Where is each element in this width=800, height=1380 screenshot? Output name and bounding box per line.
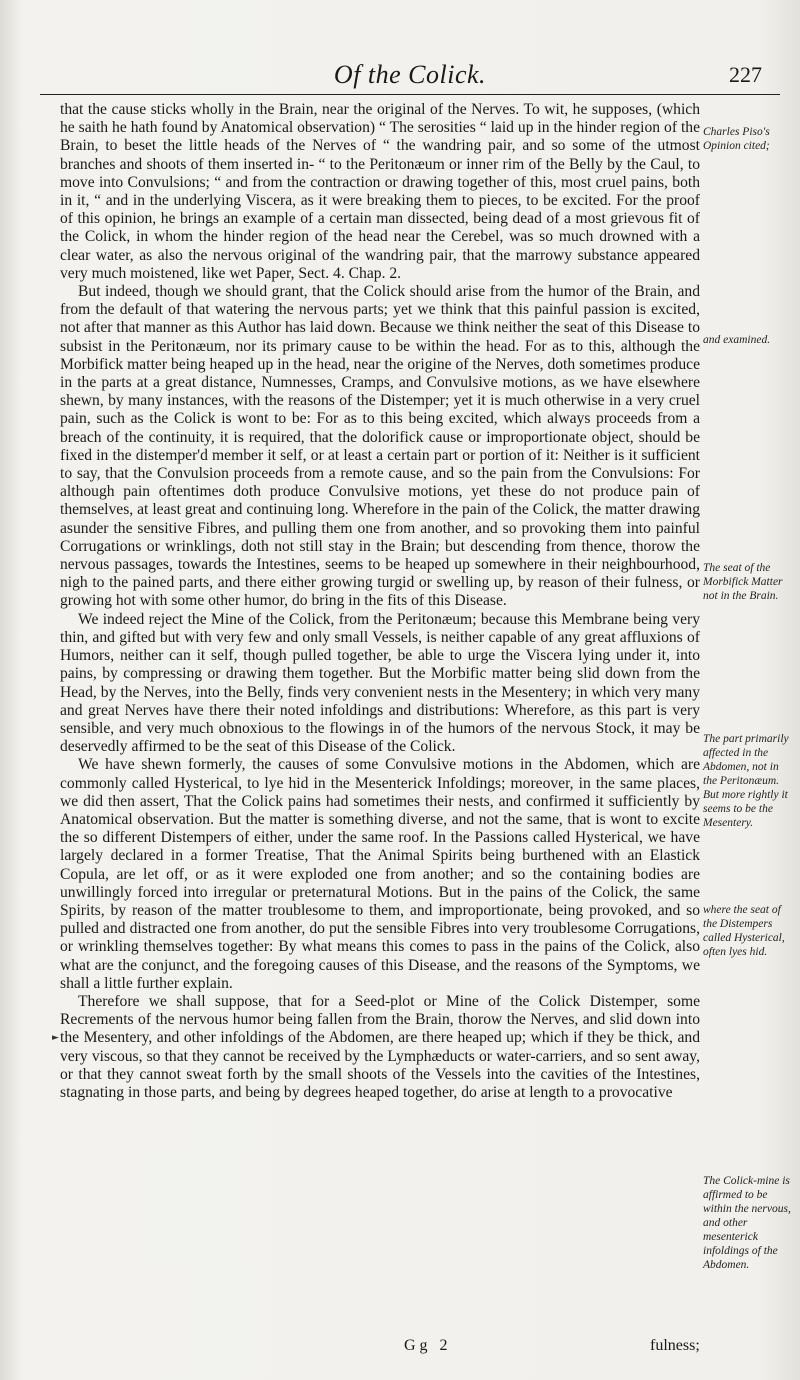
margin-note-examined: and examined. [703, 334, 771, 346]
page-number: 227 [729, 62, 762, 87]
catchword: fulness; [650, 1337, 700, 1354]
paragraph-4: We have shewn formerly, the causes of some Convulsive motions in the Abdomen, which are commonly called Hysterical, to lye hid in the Mesenterick Infoldings; moreover, in the same places, we did then assert, That the Colick pains had sometimes their nests, and confirmed it sufficiently by Anatomical observation. But the matter is something diverse, and not the same, that is wont to excite the so different Distempers of either, under the same roof. In the Passions called Hysterical, we have largely declared in a former Treatise, That the Animal Spirits being burthened with an Elastick Copula, are let off, or as it were exploded one from another; and so the containing bodies are unwillingly forced into irregular or preternatural Motions. But in the pains of the Colick, the same Spirits, by reason of the matter troublesome to them, and improportionate, being provoked, and so pulled and distracted one from another, do put the sensible Fibres into very troublesome Corrugations, or wrinkling themselves together: By what means this comes to pass in the pains of the Colick, also what are the conjunct, and the foregoing causes of this Disease, and the reasons of the Symptoms, we shall a little further explain. [60, 756, 700, 992]
page-header [40, 58, 780, 95]
margin-note-piso: Charles Piso's Opinion cited; [703, 126, 770, 152]
margin-note-part: The part primarily affected in the Abdomen, not in the Peritonæum. But more rightly it seems to be the Mesentery. [703, 733, 789, 829]
paragraph-1: that the cause sticks wholly in the Brain, near the original of the Nerves. To wit, he supposes, (which he saith he hath found by Anatomical observation) “ The serosities “ laid up in the hinder region of the Brain, to beset the little heads of the Nerves of “ the wandring pair, and so some of the utmost branches and shoots of them inserted in- “ to the Peritonæum or inner rim of the Belly by the Caul, to move into Convulsions; “ and from the contraction or drawing together of this, most cruel pains, both in it, “ and in the underlying Viscera, as it were breaking them to pieces, to be excited. For the proof of this opinion, he brings an example of a certain man dissected, being dead of a most grievous fit of the Colick, in whom the hinder region of the head near the Cerebel, was so much drowned with a clear water, as also the nervous original of the wandring pair, that the marrowy substance appeared very much moistened, like wet Paper, Sect. 4. Chap. 2. [60, 101, 700, 282]
body-text [60, 101, 700, 1102]
paragraph-3: We indeed reject the Mine of the Colick, from the Peritonæum; because this Membrane being very thin, and gifted but with very few and only small Vessels, is neither capable of any great affluxions of Humors, neither can it self, though pulled together, be able to urge the Viscera lying under it, into pains, by compressing or drawing them together. But the Morbific matter being slid down from the Head, by the Nerves, into the Belly, finds very convenient nests in the Mesentery; in which very many and great Nerves have there their noted infoldings and distributions: Wherefore, as this part is very sensible, and very much obnoxious to the flowings in of the humors of the nervous Stock, it may be deservedly affirmed to be the seat of this Disease of the Colick. [60, 610, 700, 756]
margin-note-hysterical: where the seat of the Distempers called Hysterical, often lyes hid. [703, 904, 785, 958]
pointer-mark-icon: ► [52, 1033, 59, 1043]
paragraph-5: Therefore we shall suppose, that for a Seed-plot or Mine of the Colick Distemper, some Recrements of the nervous humor being fallen from the Brain, thorow the Nerves, and slid down into the Mesentery, and other infoldings of the Abdomen, are there heaped up; which if they be thick, and very viscous, so that they cannot be received by the Lymphæducts or water-carriers, and so sent away, or that they cannot sweat forth by the small shoots of the Vessels into the cavities of the Intestines, stagnating in those parts, and being by degrees heaped together, do arise at length to a provocative [60, 992, 700, 1101]
signature-mark: Gg 2 [404, 1337, 452, 1354]
running-title: Of the Colick. [333, 60, 487, 89]
margin-note-colick-mine: The Colick-mine is affirmed to be within the nervous, and other mesenterick infoldings of the Abdomen. [703, 1175, 791, 1271]
margin-note-seat: The seat of the Morbifick Matter not in the Brain. [703, 562, 783, 602]
paragraph-2: But indeed, though we should grant, that the Colick should arise from the humor of the Brain, and from the default of that watering the nervous parts; yet we think that this painful passion is excited, not after that manner as this Author has laid down. Because we think neither the seat of this Disease to subsist in the Peritonæum, nor its primary cause to be within the head. For as to this, although the Morbifick matter being heaped up in the head, near the origine of the Nerves, doth sometimes produce in the parts at a great distance, Numnesses, Cramps, and Convulsive motions, as we have elsewhere shewn, by many instances, with the reasons of the Distemper; yet it is much otherwise in a very cruel pain, such as the Colick is wont to be: For as to this being excited, which always proceeds from a breach of the continuity, it is required, that the dolorifick cause or improportionate object, should be fixed in the distemper'd member it self, or at least a certain part or portion of it: Neither is it sufficient to say, that the Convulsion proceeds from a remote cause, and so the pain from the Convulsions: For although pain oftentimes doth produce Convulsive motions, yet these do not produce pain of themselves, at least great and continuing long. Wherefore in the pain of the Colick, the matter drawing asunder the sensitive Fibres, and pulling them one from another, and so provoking them into painful Corrugations or wrinklings, doth not still stay in the Brain; but descending from thence, thorow the nervous passages, towards the Intestines, seems to be heaped up somewhere in their neighbourhood, nigh to the pained parts, and there either growing turgid or swelling up, by reason of their fulness, or growing hot with some other humor, do bring in the fits of this Disease. [60, 283, 700, 610]
